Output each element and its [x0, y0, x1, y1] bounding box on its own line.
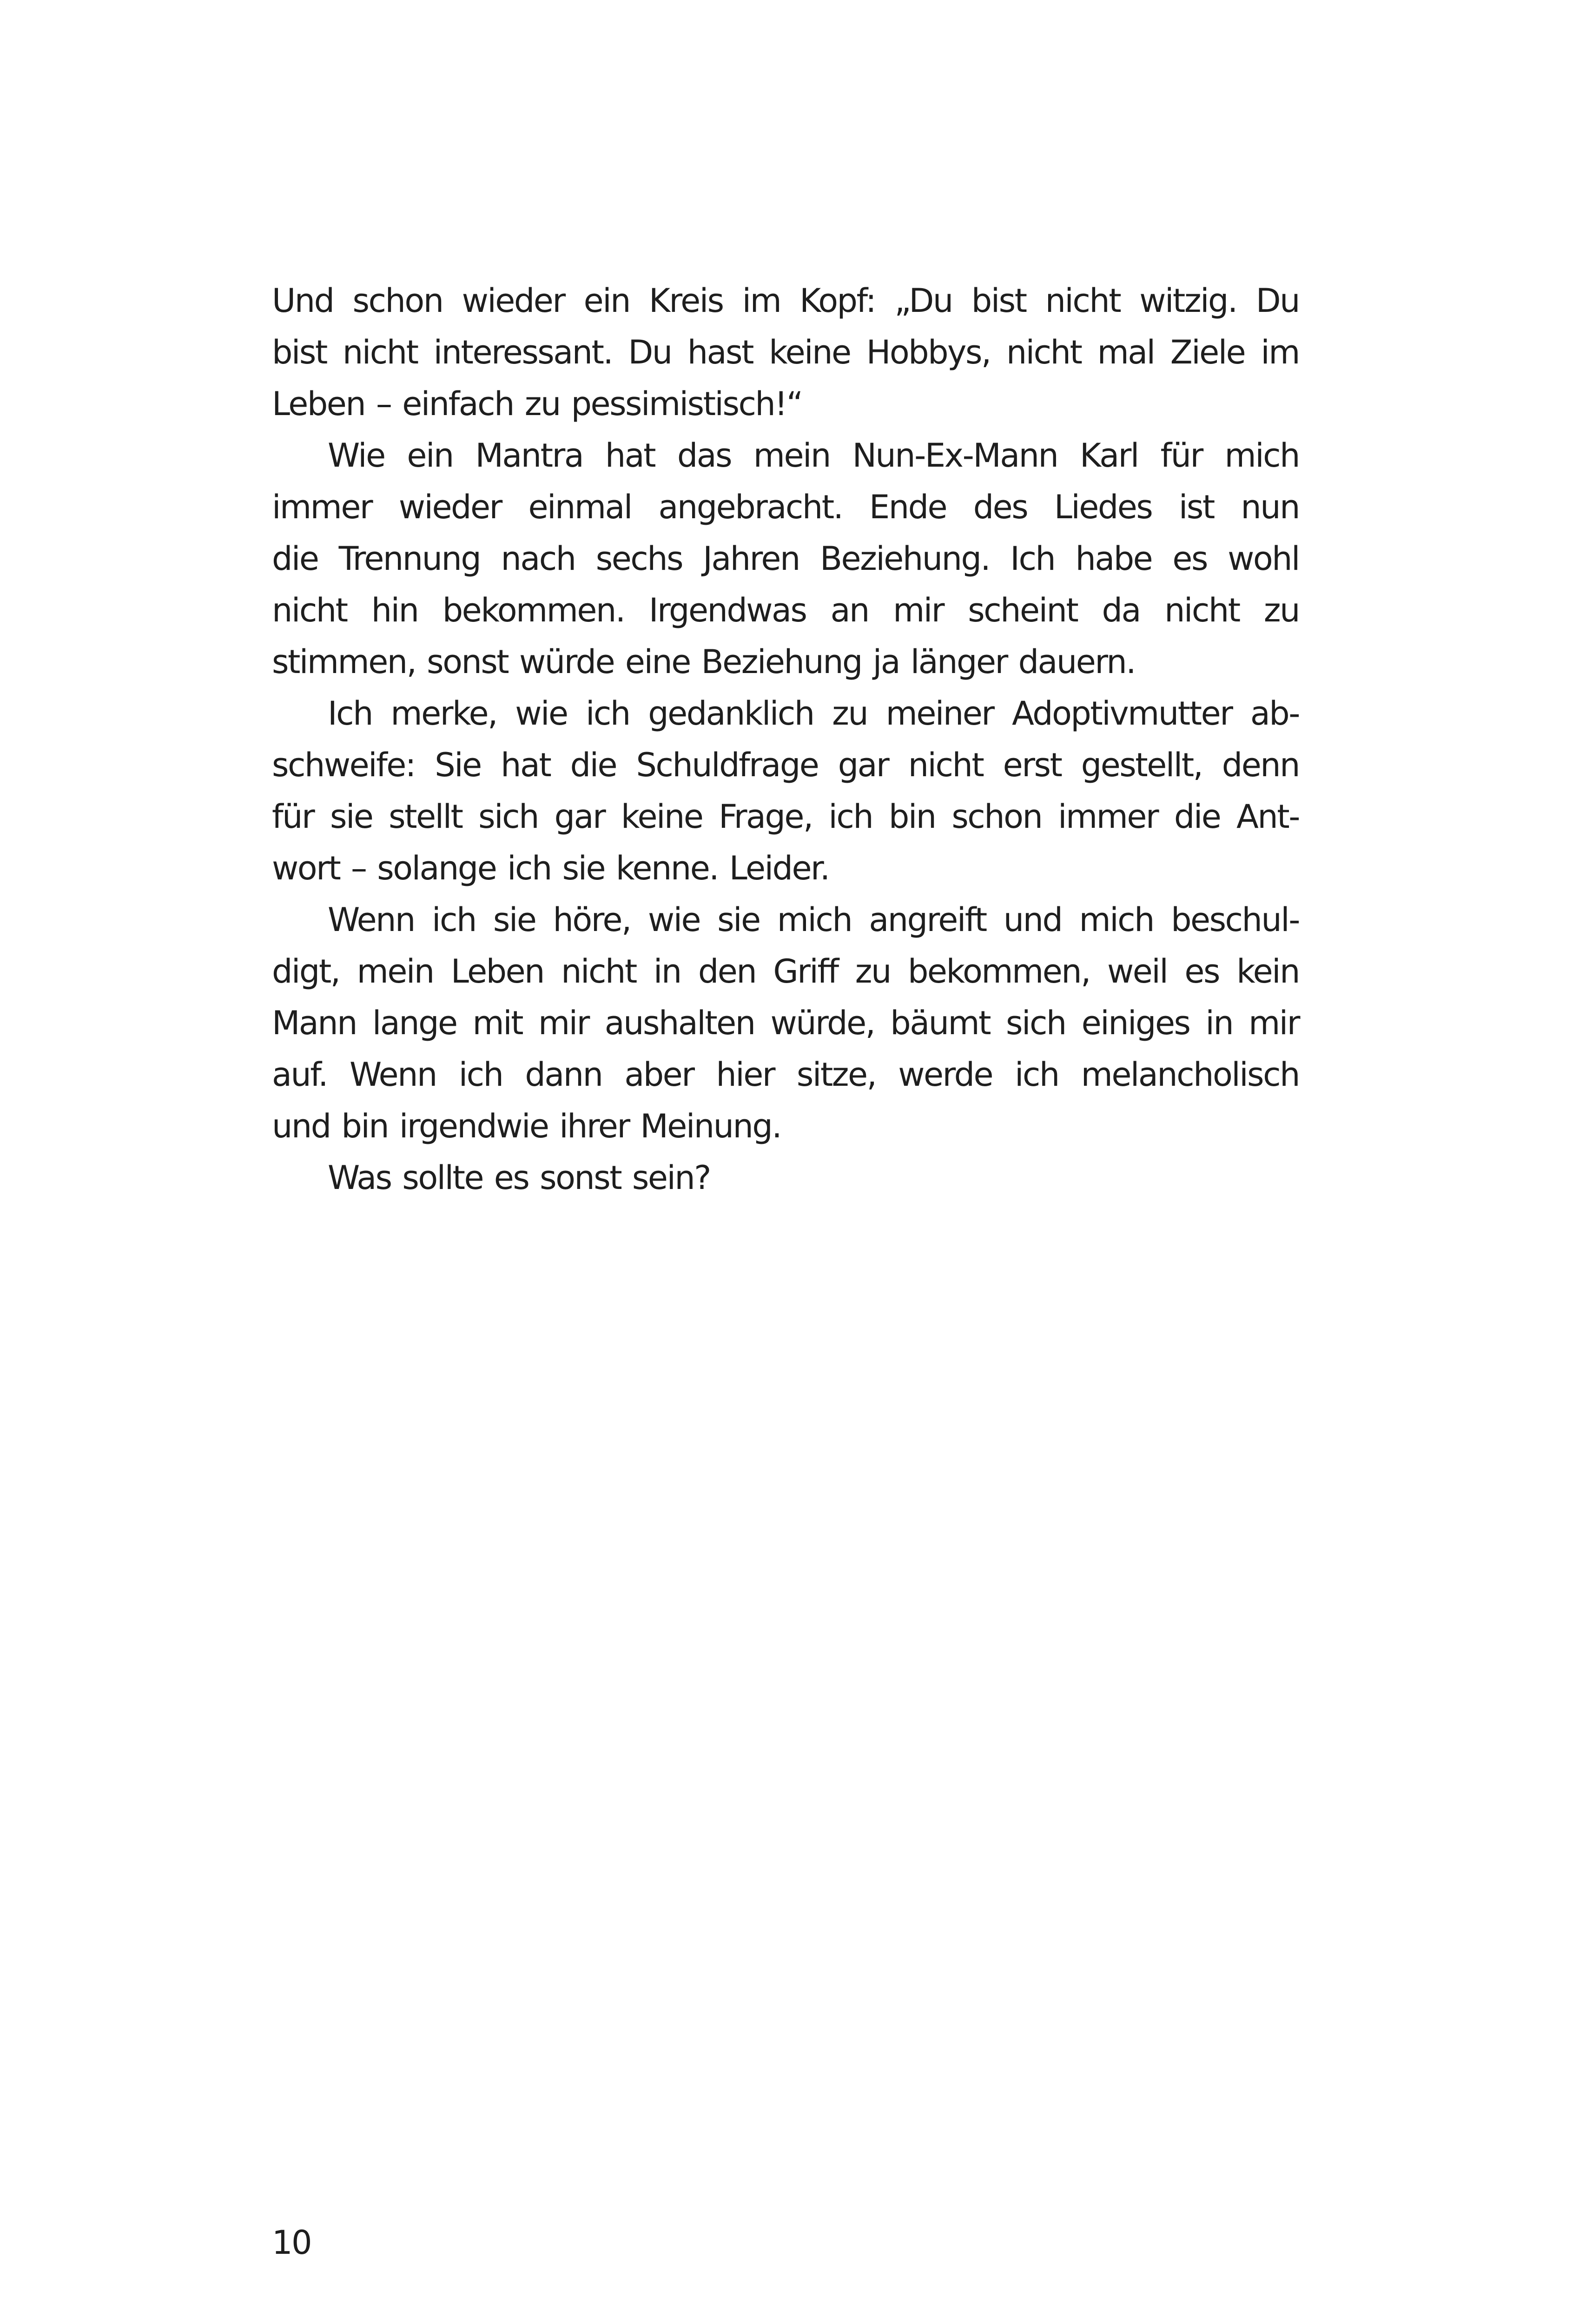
text-line: auf. Wenn ich dann aber hier sitze, werde ich melancholisch [272, 1056, 1299, 1094]
paragraph [272, 275, 1299, 430]
text-line: für sie stellt sich gar keine Frage, ich bin schon immer die Ant- [272, 798, 1299, 836]
text-line: Ich merke, wie ich gedanklich zu meiner Adoptivmutter ab- [328, 694, 1299, 733]
paragraph [272, 1152, 1299, 1204]
text-line: bist nicht interessant. Du hast keine Hobbys, nicht mal Ziele im [272, 333, 1299, 371]
text-line: Was sollte es sonst sein? [328, 1159, 710, 1197]
text-line: Wenn ich sie höre, wie sie mich angreift und mich beschul- [328, 901, 1299, 939]
text-line: stimmen, sonst würde eine Beziehung ja länger dauern. [272, 643, 1136, 681]
text-line: Und schon wieder ein Kreis im Kopf: „Du bist nicht witzig. Du [272, 282, 1299, 320]
text-line: und bin irgendwie ihrer Meinung. [272, 1107, 781, 1145]
text-line: Wie ein Mantra hat das mein Nun-Ex-Mann Karl für mich [328, 436, 1299, 475]
body-text [272, 275, 1299, 1204]
paragraph [272, 430, 1299, 688]
text-line: digt, mein Leben nicht in den Griff zu bekommen, weil es kein [272, 952, 1299, 990]
paragraph [272, 894, 1299, 1152]
page-number: 10 [272, 2224, 311, 2262]
paragraph [272, 688, 1299, 894]
text-line: wort – solange ich sie kenne. Leider. [272, 849, 829, 887]
text-line: schweife: Sie hat die Schuldfrage gar nicht erst gestellt, denn [272, 746, 1299, 784]
text-line: Leben – einfach zu pessimistisch!“ [272, 385, 802, 423]
text-line: nicht hin bekommen. Irgendwas an mir scheint da nicht zu [272, 591, 1299, 629]
text-line: immer wieder einmal angebracht. Ende des Liedes ist nun [272, 488, 1299, 526]
text-line: Mann lange mit mir aushalten würde, bäumt sich einiges in mir [272, 1004, 1299, 1042]
text-line: die Trennung nach sechs Jahren Beziehung. Ich habe es wohl [272, 540, 1299, 578]
